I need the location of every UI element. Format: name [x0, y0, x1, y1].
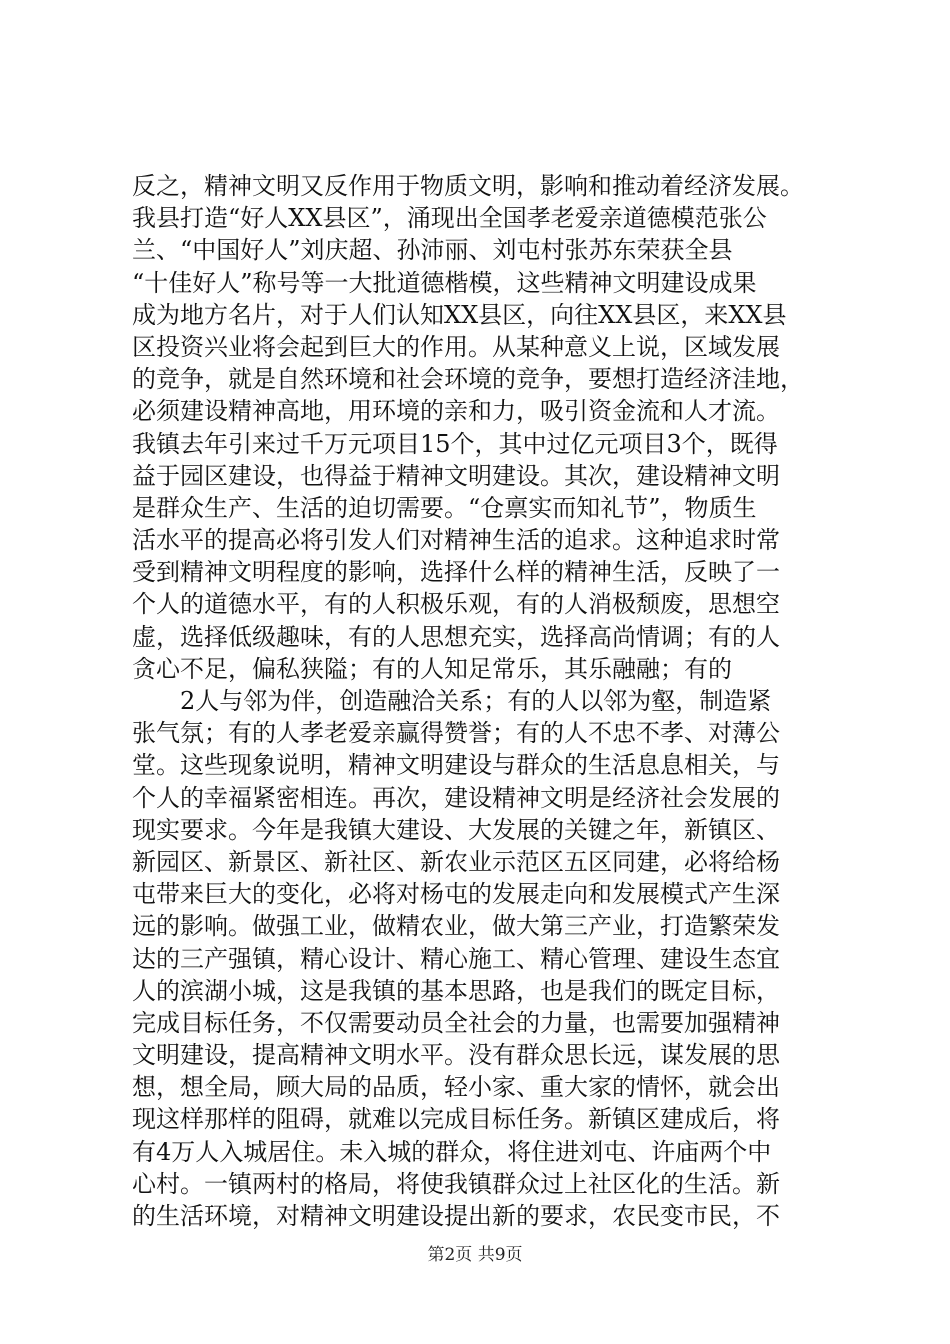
text-line: 虚，选择低级趣味，有的人思想充实，选择高尚情调；有的人 — [132, 622, 780, 651]
text-line: 堂。这些现象说明，精神文明建设与群众的生活息息相关，与 — [132, 751, 780, 780]
text-line: 兰、“中国好人”刘庆超、孙沛丽、刘屯村张苏东荣获全县 — [132, 236, 733, 265]
text-line: 是群众生产、生活的迫切需要。“仓禀实而知礼节”，物质生 — [132, 493, 757, 522]
text-line: 活水平的提高必将引发人们对精神生活的追求。这种追求时常 — [132, 526, 780, 555]
text-line: 达的三产强镇，精心设计、精心施工、精心管理、建设生态宜 — [132, 944, 780, 973]
text-line-indented: 2人与邻为伴，创造融洽关系；有的人以邻为壑，制造紧 — [180, 687, 772, 715]
text-line: 屯带来巨大的变化，必将对杨屯的发展走向和发展模式产生深 — [132, 880, 780, 909]
text-line: 现实要求。今年是我镇大建设、大发展的关键之年，新镇区、 — [132, 815, 780, 844]
text-line: 成为地方名片，对于人们认知XX县区，向往XX县区，来XX县 — [132, 300, 787, 329]
text-line: 文明建设，提高精神文明水平。没有群众思长远，谋发展的思 — [132, 1041, 780, 1070]
text-line: 贪心不足，偏私狭隘；有的人知足常乐，其乐融融；有的 — [132, 654, 732, 683]
text-line: 有4万人入城居住。未入城的群众，将住进刘屯、许庙两个中 — [132, 1137, 772, 1166]
text-line: 新园区、新景区、新社区、新农业示范区五区同建，必将给杨 — [132, 847, 780, 876]
text-line: 益于园区建设，也得益于精神文明建设。其次，建设精神文明 — [132, 461, 780, 490]
text-line: 必须建设精神高地，用环境的亲和力，吸引资金流和人才流。 — [132, 397, 780, 426]
page-number-footer: 第2页 共9页 — [427, 1245, 523, 1265]
text-line: 反之，精神文明又反作用于物质文明，影响和推动着经济发展。 — [132, 172, 804, 200]
text-line: 张气氛；有的人孝老爱亲赢得赞誉；有的人不忠不孝、对薄公 — [132, 719, 780, 748]
text-line: 现这样那样的阻碍，就难以完成目标任务。新镇区建成后，将 — [132, 1105, 780, 1134]
text-line: 的生活环境，对精神文明建设提出新的要求，农民变市民，不 — [132, 1202, 780, 1230]
text-line: 想，想全局，顾大局的品质，轻小家、重大家的情怀，就会出 — [132, 1073, 780, 1102]
text-line: 远的影响。做强工业，做精农业，做大第三产业，打造繁荣发 — [132, 912, 780, 941]
text-line: 区投资兴业将会起到巨大的作用。从某种意义上说，区域发展 — [132, 332, 780, 361]
body-text — [132, 170, 822, 1232]
text-line: 人的滨湖小城，这是我镇的基本思路，也是我们的既定目标， — [132, 976, 780, 1005]
text-line: 个人的道德水平，有的人积极乐观，有的人消极颓废，思想空 — [132, 590, 780, 619]
text-line: 个人的幸福紧密相连。再次，建设精神文明是经济社会发展的 — [132, 783, 780, 812]
text-line: 我县打造“好人XX县区”，涌现出全国孝老爱亲道德模范张公 — [132, 204, 767, 233]
text-line: 我镇去年引来过千万元项目15个，其中过亿元项目3个，既得 — [132, 429, 778, 458]
text-line: 心村。一镇两村的格局，将使我镇群众过上社区化的生活。新 — [132, 1169, 780, 1198]
text-line: “十佳好人”称号等一大批道德楷模，这些精神文明建设成果 — [132, 268, 757, 297]
text-line: 的竞争，就是自然环境和社会环境的竞争，要想打造经济洼地， — [132, 365, 804, 394]
text-line: 受到精神文明程度的影响，选择什么样的精神生活，反映了一 — [132, 558, 780, 587]
text-line: 完成目标任务，不仅需要动员全社会的力量，也需要加强精神 — [132, 1008, 780, 1037]
